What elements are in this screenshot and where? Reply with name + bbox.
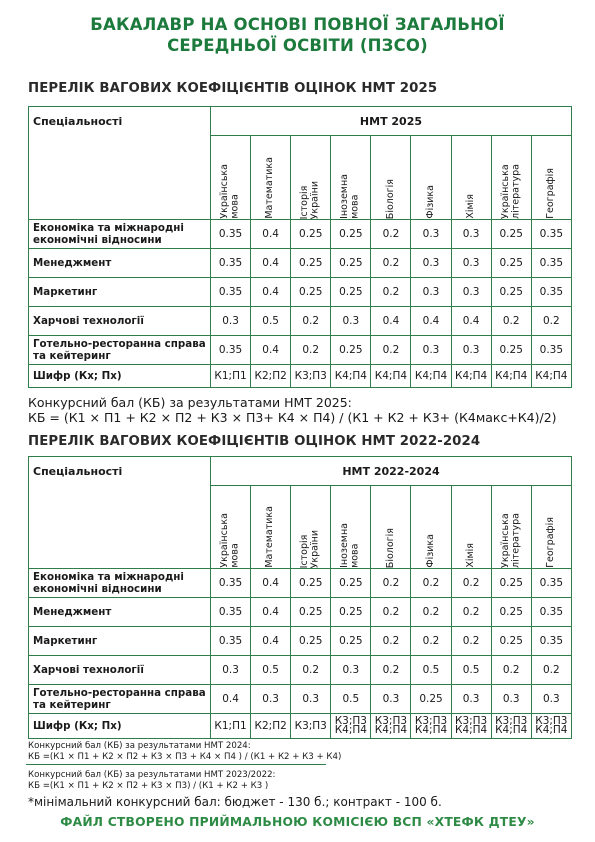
coefficient-cell: 0.2 xyxy=(491,307,531,336)
coefficient-cell: 0.2 xyxy=(371,656,411,685)
coefficient-cell: 0.2 xyxy=(291,656,331,685)
specialty-name: Маркетинг xyxy=(29,278,211,307)
subject-header xyxy=(291,486,331,569)
cipher-cell: К2;П2 xyxy=(251,365,291,388)
formula-2023: КБ =(К1 × П1 + К2 × П2 + К3 × П3) / (К1 + К2 + К3 ) xyxy=(28,781,269,791)
coefficient-cell: 0.25 xyxy=(411,685,451,714)
subject-label: Географія xyxy=(545,168,557,219)
coefficient-cell: 0.2 xyxy=(291,336,331,365)
formula-2024: КБ =(К1 × П1 + К2 × П2 + К3 × П3 + К4 × П4 ) / (К1 + К2 + К3 + К4) xyxy=(28,752,342,762)
subject-header xyxy=(451,486,491,569)
subject-label: Математика xyxy=(264,157,276,219)
subject-header xyxy=(251,136,291,220)
specialties-header: Спеціальності xyxy=(29,457,211,569)
coefficient-cell: 0.25 xyxy=(331,569,371,598)
coefficient-cell: 0.4 xyxy=(251,220,291,249)
coefficients-table-2022-2024 xyxy=(28,456,572,739)
coefficient-cell: 0.3 xyxy=(411,220,451,249)
cipher-cell: К4;П4 xyxy=(371,365,411,388)
cipher-row xyxy=(29,714,572,739)
coefficient-cell: 0.3 xyxy=(411,249,451,278)
coefficient-cell: 0.3 xyxy=(451,278,491,307)
title-line-2: СЕРЕДНЬОЇ ОСВІТИ (ПЗСО) xyxy=(167,36,428,55)
table-row xyxy=(29,627,572,656)
coefficient-cell: 0.3 xyxy=(411,278,451,307)
coefficient-cell: 0.2 xyxy=(291,307,331,336)
subject-header xyxy=(491,136,531,220)
subject-header xyxy=(331,136,371,220)
subject-header-wrap xyxy=(251,486,290,568)
cipher-cell: К4;П4 xyxy=(531,365,571,388)
subject-label: Хімія xyxy=(464,543,476,568)
coefficient-cell: 0.5 xyxy=(251,656,291,685)
subject-header xyxy=(531,136,571,220)
specialty-name: Маркетинг xyxy=(29,627,211,656)
coefficient-cell: 0.4 xyxy=(211,685,251,714)
coefficient-cell: 0.3 xyxy=(491,685,531,714)
subject-header xyxy=(451,136,491,220)
coefficient-cell: 0.35 xyxy=(211,220,251,249)
subject-header xyxy=(491,486,531,569)
coefficient-cell: 0.2 xyxy=(451,569,491,598)
subject-label: Математика xyxy=(264,506,276,568)
cipher-cell: К2;П2 xyxy=(251,714,291,739)
subject-label: Біологія xyxy=(384,527,396,568)
footer-text: ФАЙЛ СТВОРЕНО ПРИЙМАЛЬНОЮ КОМІСІЄЮ ВСП «ХТЕФК ДТЕУ» xyxy=(60,815,535,829)
coefficient-cell: 0.35 xyxy=(531,598,571,627)
subject-header xyxy=(371,486,411,569)
subject-header xyxy=(411,486,451,569)
coefficient-cell: 0.2 xyxy=(371,336,411,365)
coefficient-cell: 0.35 xyxy=(211,278,251,307)
subject-label: Іноземна мова xyxy=(339,174,361,219)
table-row xyxy=(29,278,572,307)
subject-header-wrap xyxy=(492,486,531,568)
subject-label: Історія України xyxy=(299,180,321,219)
subject-header-wrap xyxy=(532,486,571,568)
coefficient-cell: 0.35 xyxy=(211,249,251,278)
coefficients-table-2025 xyxy=(28,106,572,388)
specialty-name: Харчові технології xyxy=(29,656,211,685)
section1-heading: ПЕРЕЛІК ВАГОВИХ КОЕФІЦІЄНТІВ ОЦІНОК НМТ 2025 xyxy=(28,81,438,96)
cipher-cell: К3;П3 К4;П4 xyxy=(331,714,371,739)
subject-header xyxy=(531,486,571,569)
coefficient-cell: 0.25 xyxy=(491,627,531,656)
coefficient-cell: 0.2 xyxy=(371,598,411,627)
subject-header xyxy=(371,136,411,220)
specialty-name: Готельно-ресторанна справа та кейтеринг xyxy=(29,336,211,365)
cipher-cell: К4;П4 xyxy=(491,365,531,388)
coefficient-cell: 0.2 xyxy=(411,598,451,627)
coefficient-cell: 0.2 xyxy=(371,278,411,307)
coefficient-cell: 0.25 xyxy=(331,598,371,627)
coefficient-cell: 0.35 xyxy=(531,220,571,249)
subject-label: Фізика xyxy=(424,185,436,219)
cipher-label: Шифр (Кх; Пх) xyxy=(29,365,211,388)
table-row xyxy=(29,656,572,685)
subject-header-wrap xyxy=(331,486,370,568)
subject-header-wrap xyxy=(452,136,491,219)
coefficient-cell: 0.3 xyxy=(451,220,491,249)
coefficient-cell: 0.3 xyxy=(211,656,251,685)
title-line-1: БАКАЛАВР НА ОСНОВІ ПОВНОЇ ЗАГАЛЬНОЇ xyxy=(90,15,505,34)
subject-header-wrap xyxy=(251,136,290,219)
coefficient-cell: 0.2 xyxy=(371,220,411,249)
nmt-year-header: НМТ 2022-2024 xyxy=(211,457,572,486)
coefficient-cell: 0.25 xyxy=(291,278,331,307)
subject-header-wrap xyxy=(371,486,410,568)
cipher-cell: К3;П3 К4;П4 xyxy=(371,714,411,739)
coefficient-cell: 0.4 xyxy=(371,307,411,336)
specialty-name: Економіка та міжнародні економічні відносини xyxy=(29,569,211,598)
divider xyxy=(26,764,326,765)
cipher-cell: К4;П4 xyxy=(411,365,451,388)
subject-label: Українська література xyxy=(499,164,522,219)
coefficient-cell: 0.25 xyxy=(491,336,531,365)
coefficient-cell: 0.3 xyxy=(331,307,371,336)
coefficient-cell: 0.3 xyxy=(451,685,491,714)
cipher-cell: К1;П1 xyxy=(211,365,251,388)
subject-header xyxy=(211,136,251,220)
coefficient-cell: 0.4 xyxy=(251,627,291,656)
subject-label: Українська мова xyxy=(219,513,241,568)
coefficient-cell: 0.2 xyxy=(531,307,571,336)
nmt-year-header: НМТ 2025 xyxy=(211,107,572,136)
subject-header xyxy=(291,136,331,220)
coefficient-cell: 0.4 xyxy=(251,336,291,365)
coefficient-cell: 0.5 xyxy=(251,307,291,336)
cipher-cell: К1;П1 xyxy=(211,714,251,739)
subject-label: Українська література xyxy=(499,513,522,568)
coefficient-cell: 0.2 xyxy=(491,656,531,685)
subject-label: Історія України xyxy=(299,529,321,568)
subject-header-wrap xyxy=(452,486,491,568)
subject-header-wrap xyxy=(211,136,250,219)
coefficient-cell: 0.2 xyxy=(531,656,571,685)
specialty-name: Харчові технології xyxy=(29,307,211,336)
coefficient-cell: 0.3 xyxy=(251,685,291,714)
subject-label: Іноземна мова xyxy=(339,523,361,568)
coefficient-cell: 0.35 xyxy=(531,249,571,278)
coefficient-cell: 0.25 xyxy=(291,569,331,598)
subject-label: Фізика xyxy=(424,534,436,568)
formula-2023-caption: Конкурсний бал (КБ) за результатами НМТ 2023/2022: xyxy=(28,770,276,780)
coefficient-cell: 0.35 xyxy=(531,627,571,656)
subject-label: Географія xyxy=(545,517,557,568)
specialty-name: Економіка та міжнародні економічні відносини xyxy=(29,220,211,249)
coefficient-cell: 0.35 xyxy=(211,627,251,656)
table-row xyxy=(29,220,572,249)
subject-header-wrap xyxy=(211,486,250,568)
table-row xyxy=(29,598,572,627)
section2-heading: ПЕРЕЛІК ВАГОВИХ КОЕФІЦІЄНТІВ ОЦІНОК НМТ 2022-2024 xyxy=(28,434,481,449)
subject-header-wrap xyxy=(411,136,450,219)
formula-2025-caption: Конкурсний бал (КБ) за результатами НМТ 2025: xyxy=(28,395,352,410)
subject-label: Українська мова xyxy=(219,164,241,219)
coefficient-cell: 0.2 xyxy=(411,569,451,598)
formula-2025: КБ = (К1 × П1 + К2 × П2 + К3 × П3+ К4 × П4) / (К1 + К2 + К3+ (К4макс+К4)/2) xyxy=(28,410,557,425)
coefficient-cell: 0.3 xyxy=(411,336,451,365)
coefficient-cell: 0.25 xyxy=(331,220,371,249)
subject-header xyxy=(251,486,291,569)
subject-header-wrap xyxy=(291,486,330,568)
coefficient-cell: 0.2 xyxy=(371,569,411,598)
coefficient-cell: 0.25 xyxy=(491,598,531,627)
coefficient-cell: 0.4 xyxy=(451,307,491,336)
cipher-cell: К3;П3 xyxy=(291,714,331,739)
coefficient-cell: 0.3 xyxy=(451,336,491,365)
formula-2024-caption: Конкурсний бал (КБ) за результатами НМТ 2024: xyxy=(28,741,251,751)
coefficient-cell: 0.25 xyxy=(331,627,371,656)
cipher-cell: К3;П3 К4;П4 xyxy=(491,714,531,739)
coefficient-cell: 0.25 xyxy=(331,336,371,365)
coefficient-cell: 0.5 xyxy=(451,656,491,685)
coefficient-cell: 0.3 xyxy=(531,685,571,714)
subject-header-wrap xyxy=(411,486,450,568)
coefficient-cell: 0.35 xyxy=(211,598,251,627)
coefficient-cell: 0.2 xyxy=(371,627,411,656)
coefficient-cell: 0.4 xyxy=(251,249,291,278)
coefficient-cell: 0.25 xyxy=(291,598,331,627)
subject-header-wrap xyxy=(532,136,571,219)
subject-header-wrap xyxy=(492,136,531,219)
coefficient-cell: 0.25 xyxy=(491,569,531,598)
coefficient-cell: 0.5 xyxy=(411,656,451,685)
cipher-cell: К3;П3 К4;П4 xyxy=(411,714,451,739)
coefficient-cell: 0.3 xyxy=(211,307,251,336)
page-title xyxy=(0,14,595,56)
subject-label: Біологія xyxy=(384,178,396,219)
subject-header xyxy=(211,486,251,569)
coefficient-cell: 0.2 xyxy=(411,627,451,656)
coefficient-cell: 0.2 xyxy=(371,249,411,278)
coefficient-cell: 0.4 xyxy=(251,598,291,627)
coefficient-cell: 0.25 xyxy=(291,249,331,278)
coefficient-cell: 0.2 xyxy=(451,598,491,627)
coefficient-cell: 0.25 xyxy=(491,220,531,249)
coefficient-cell: 0.25 xyxy=(331,249,371,278)
coefficient-cell: 0.35 xyxy=(531,278,571,307)
specialty-name: Готельно-ресторанна справа та кейтеринг xyxy=(29,685,211,714)
coefficient-cell: 0.3 xyxy=(451,249,491,278)
coefficient-cell: 0.4 xyxy=(411,307,451,336)
cipher-cell: К3;П3 xyxy=(291,365,331,388)
cipher-cell: К4;П4 xyxy=(451,365,491,388)
coefficient-cell: 0.35 xyxy=(211,569,251,598)
coefficient-cell: 0.3 xyxy=(331,656,371,685)
specialty-name: Менеджмент xyxy=(29,249,211,278)
coefficient-cell: 0.4 xyxy=(251,278,291,307)
coefficient-cell: 0.35 xyxy=(531,336,571,365)
subject-header xyxy=(331,486,371,569)
table-row xyxy=(29,249,572,278)
minimum-score-note: *мінімальний конкурсний бал: бюджет - 130 б.; контракт - 100 б. xyxy=(28,795,442,809)
coefficient-cell: 0.3 xyxy=(371,685,411,714)
coefficient-cell: 0.35 xyxy=(211,336,251,365)
coefficient-cell: 0.25 xyxy=(491,278,531,307)
coefficient-cell: 0.2 xyxy=(451,627,491,656)
coefficient-cell: 0.25 xyxy=(291,627,331,656)
table-row xyxy=(29,336,572,365)
subject-header xyxy=(411,136,451,220)
subject-label: Хімія xyxy=(464,194,476,219)
specialty-name: Менеджмент xyxy=(29,598,211,627)
table-row xyxy=(29,307,572,336)
table-row xyxy=(29,569,572,598)
coefficient-cell: 0.25 xyxy=(491,249,531,278)
coefficient-cell: 0.25 xyxy=(331,278,371,307)
coefficient-cell: 0.3 xyxy=(291,685,331,714)
subject-header-wrap xyxy=(291,136,330,219)
cipher-cell: К4;П4 xyxy=(331,365,371,388)
subject-header-wrap xyxy=(371,136,410,219)
cipher-label: Шифр (Кх; Пх) xyxy=(29,714,211,739)
coefficient-cell: 0.5 xyxy=(331,685,371,714)
cipher-cell: К3;П3 К4;П4 xyxy=(451,714,491,739)
cipher-row xyxy=(29,365,572,388)
coefficient-cell: 0.35 xyxy=(531,569,571,598)
cipher-cell: К3;П3 К4;П4 xyxy=(531,714,571,739)
specialties-header: Спеціальності xyxy=(29,107,211,220)
subject-header-wrap xyxy=(331,136,370,219)
coefficient-cell: 0.25 xyxy=(291,220,331,249)
table-row xyxy=(29,685,572,714)
coefficient-cell: 0.4 xyxy=(251,569,291,598)
